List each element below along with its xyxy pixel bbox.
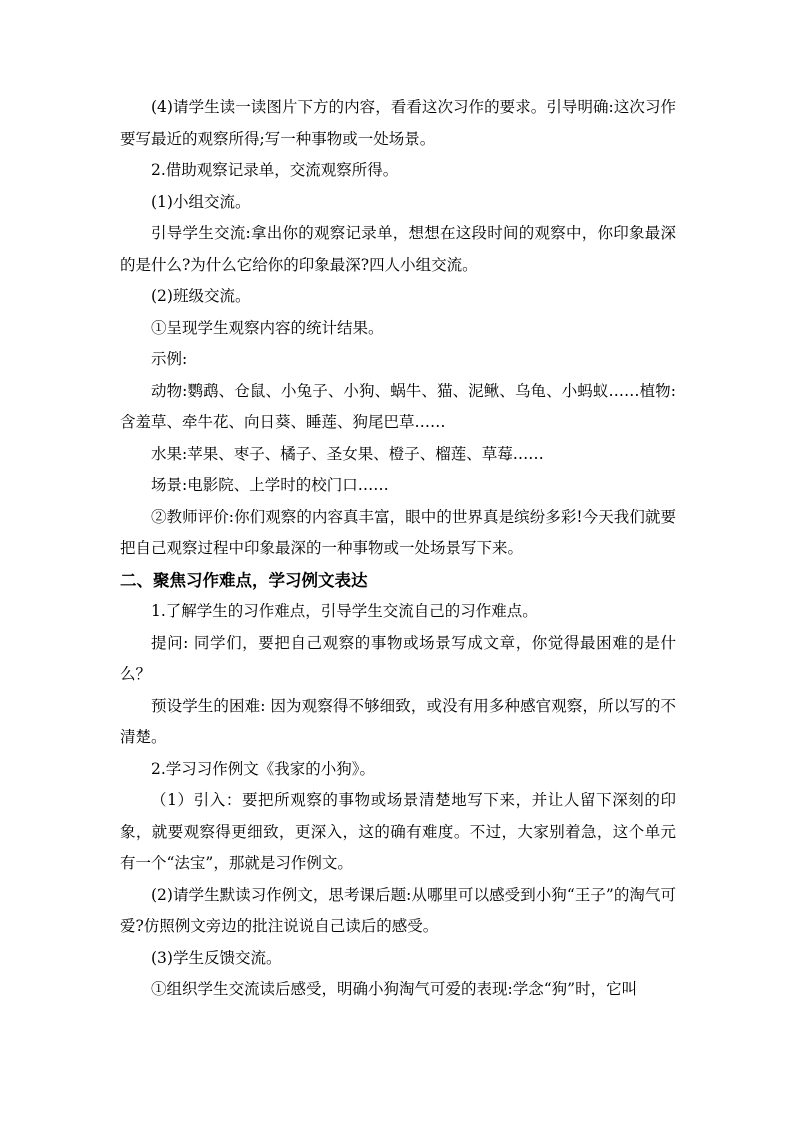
section-heading: 二、聚焦习作难点，学习例文表达 bbox=[120, 570, 368, 590]
paragraph: 2.学习习作例文《我家的小狗》。 bbox=[151, 759, 376, 778]
paragraph: 水果:苹果、枣子、橘子、圣女果、橙子、榴莲、草莓…… bbox=[151, 444, 544, 463]
paragraph: 提问: 同学们，要把自己观察的事物或场景写成文章，你觉得最困难的是什么？ bbox=[120, 633, 676, 683]
paragraph: ①组织学生交流读后感受，明确小狗淘气可爱的表现:学念“狗”时，它叫 bbox=[151, 980, 638, 998]
paragraph: ①呈现学生观察内容的统计结果。 bbox=[151, 318, 384, 337]
paragraph: (1)小组交流。 bbox=[151, 192, 251, 211]
paragraph: 引导学生交流:拿出你的观察记录单，想想在这段时间的观察中，你印象最深的是什么?为什么它给你的印象最深?四人小组交流。 bbox=[120, 224, 676, 274]
paragraph: 动物:鹦鹉、仓鼠、小兔子、小狗、蜗牛、猫、泥鳅、乌龟、小蚂蚁……植物:含羞草、牵牛花、向日葵、睡莲、狗尾巴草…… bbox=[120, 381, 676, 431]
paragraph: 2.借助观察记录单，交流观察所得。 bbox=[151, 161, 399, 179]
paragraph: (2)班级交流。 bbox=[151, 287, 251, 305]
paragraph: 1.了解学生的习作难点，引导学生交流自己的习作难点。 bbox=[151, 602, 538, 620]
paragraph: 示例: bbox=[151, 350, 188, 368]
document-page bbox=[120, 92, 676, 1006]
paragraph: 预设学生的困难: 因为观察得不够细致，或没有用多种感官观察，所以写的不清楚。 bbox=[120, 696, 676, 746]
paragraph: ②教师评价:你们观察的内容真丰富，眼中的世界真是缤纷多彩!今天我们就要把自己观察过程中印象最深的一种事物或一处场景写下来。 bbox=[120, 507, 676, 557]
paragraph: （1）引入：要把所观察的事物或场景清楚地写下来，并让人留下深刻的印象，就要观察得更细致，更深入，这的确有难度。不过，大家别着急，这个单元有一个“法宝”，那就是习作例文。 bbox=[120, 791, 676, 872]
paragraph: (2)请学生默读习作例文，思考课后题:从哪里可以感受到小狗“王子”的淘气可爱?仿照例文旁边的批注说说自己读后的感受。 bbox=[120, 885, 676, 935]
paragraph: 场景:电影院、上学时的校门口…… bbox=[151, 476, 389, 494]
paragraph: (4)请学生读一读图片下方的内容，看看这次习作的要求。引导明确:这次习作要写最近的观察所得;写一种事物或一处场景。 bbox=[120, 98, 676, 148]
paragraph: (3)学生反馈交流。 bbox=[151, 948, 282, 967]
